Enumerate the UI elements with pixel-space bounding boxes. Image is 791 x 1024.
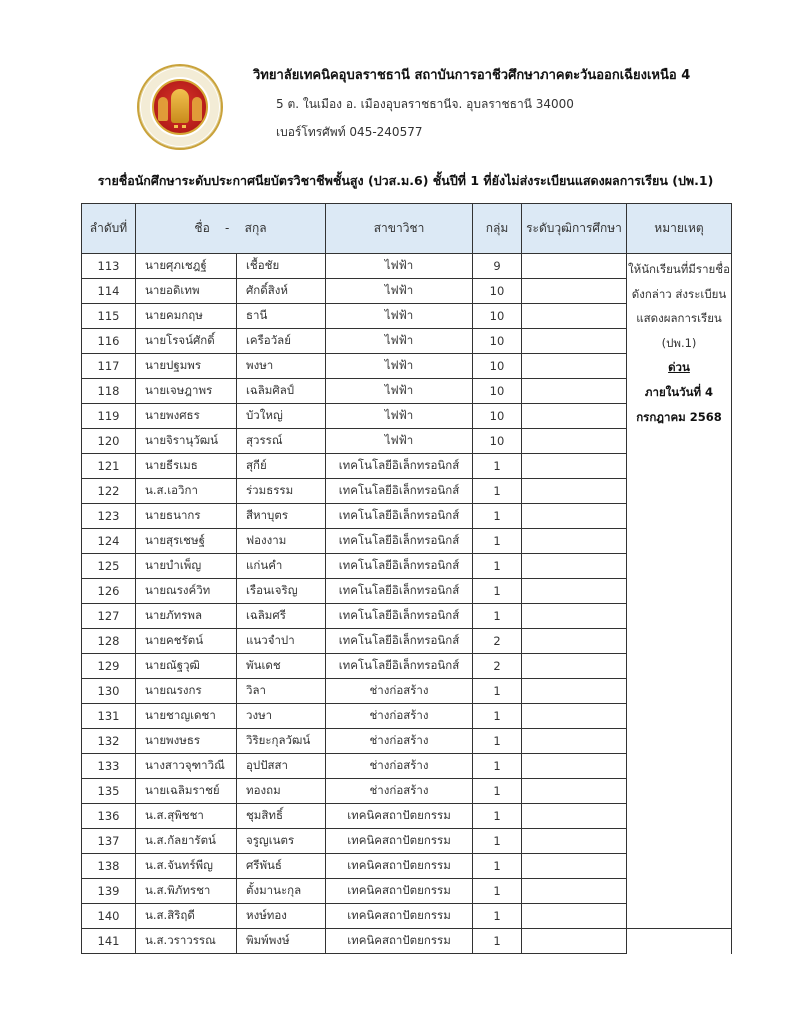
cell-level xyxy=(522,354,627,379)
cell-first-name: นายเจษฎาพร xyxy=(136,379,237,404)
cell-last-name: วงษา xyxy=(237,704,326,729)
cell-group: 9 xyxy=(473,254,522,279)
cell-first-name: นายจิรานุวัฒน์ xyxy=(136,429,237,454)
cell-level xyxy=(522,654,627,679)
college-logo xyxy=(137,64,223,150)
cell-branch: ไฟฟ้า xyxy=(326,404,473,429)
cell-no: 130 xyxy=(82,679,136,704)
cell-branch: ไฟฟ้า xyxy=(326,379,473,404)
table-row xyxy=(82,929,732,954)
cell-no: 138 xyxy=(82,854,136,879)
cell-group: 2 xyxy=(473,654,522,679)
logo-emblem-left xyxy=(158,97,168,121)
cell-last-name: พงษา xyxy=(237,354,326,379)
cell-no: 128 xyxy=(82,629,136,654)
cell-branch: ไฟฟ้า xyxy=(326,279,473,304)
cell-group: 1 xyxy=(473,929,522,954)
remarks-line-4: (ปพ.1) xyxy=(661,335,697,350)
document-title: รายชื่อนักศึกษาระดับประกาศนียบัตรวิชาชีพชั้นสูง (ปวส.ม.6) ชั้นปีที่ 1 ที่ยังไม่ส่งระเบียนแสดงผลการเรียน (ปพ.1) xyxy=(97,173,714,188)
cell-group: 1 xyxy=(473,504,522,529)
column-header-branch: สาขาวิชา xyxy=(326,204,473,254)
cell-branch: เทคโนโลยีอิเล็กทรอนิกส์ xyxy=(326,504,473,529)
cell-last-name: สุกีย์ xyxy=(237,454,326,479)
column-header-no: ลำดับที่ xyxy=(82,204,136,254)
cell-first-name: นายคมกฤษ xyxy=(136,304,237,329)
cell-group: 10 xyxy=(473,279,522,304)
cell-last-name: ศรีพันธ์ xyxy=(237,854,326,879)
cell-first-name: น.ส.จันทร์พีญ xyxy=(136,854,237,879)
cell-branch: เทคนิคสถาปัตยกรรม xyxy=(326,879,473,904)
cell-no: 140 xyxy=(82,904,136,929)
cell-level xyxy=(522,629,627,654)
cell-group: 10 xyxy=(473,429,522,454)
cell-last-name: แก่นคำ xyxy=(237,554,326,579)
cell-first-name: นายณรงกร xyxy=(136,679,237,704)
cell-last-name: ชุมสิทธิ์ xyxy=(237,804,326,829)
cell-group: 1 xyxy=(473,479,522,504)
cell-group: 1 xyxy=(473,554,522,579)
cell-first-name: น.ส.เอวิกา xyxy=(136,479,237,504)
cell-first-name: นายณรงค์วิท xyxy=(136,579,237,604)
cell-first-name: นายณัฐวุฒิ xyxy=(136,654,237,679)
institution-phone: เบอร์โทรศัพท์ 045-240577 xyxy=(276,125,423,139)
cell-first-name: นายพงศธร xyxy=(136,404,237,429)
cell-branch: ไฟฟ้า xyxy=(326,254,473,279)
cell-group: 1 xyxy=(473,754,522,779)
cell-branch: เทคโนโลยีอิเล็กทรอนิกส์ xyxy=(326,454,473,479)
cell-branch: ช่างก่อสร้าง xyxy=(326,754,473,779)
cell-first-name: นายศุภเชฎฐ์ xyxy=(136,254,237,279)
cell-no: 119 xyxy=(82,404,136,429)
cell-group: 1 xyxy=(473,854,522,879)
cell-level xyxy=(522,729,627,754)
remarks-deadline-2: กรกฎาคม 2568 xyxy=(636,409,722,424)
cell-level xyxy=(522,379,627,404)
cell-first-name: นายภัทรพล xyxy=(136,604,237,629)
table-header-row xyxy=(82,204,732,254)
cell-group: 1 xyxy=(473,679,522,704)
cell-no: 136 xyxy=(82,804,136,829)
cell-first-name: นายธีรเมธ xyxy=(136,454,237,479)
cell-remarks-empty xyxy=(627,929,732,954)
cell-branch: ช่างก่อสร้าง xyxy=(326,779,473,804)
cell-first-name: นายเฉลิมราชย์ xyxy=(136,779,237,804)
column-header-level: ระดับวุฒิการศึกษา xyxy=(522,204,627,254)
cell-group: 10 xyxy=(473,404,522,429)
cell-last-name: ตั้งมานะกุล xyxy=(237,879,326,904)
cell-first-name: น.ส.พิภัทรชา xyxy=(136,879,237,904)
cell-level xyxy=(522,404,627,429)
cell-level xyxy=(522,554,627,579)
cell-first-name: น.ส.สุพิชชา xyxy=(136,804,237,829)
cell-branch: ไฟฟ้า xyxy=(326,329,473,354)
cell-group: 10 xyxy=(473,304,522,329)
cell-branch: เทคโนโลยีอิเล็กทรอนิกส์ xyxy=(326,554,473,579)
cell-last-name: จรูญเนตร xyxy=(237,829,326,854)
cell-group: 1 xyxy=(473,904,522,929)
cell-level xyxy=(522,879,627,904)
cell-level xyxy=(522,529,627,554)
cell-level xyxy=(522,329,627,354)
cell-first-name: นายโรจน์ศักดิ์ xyxy=(136,329,237,354)
cell-last-name: แนวจำปา xyxy=(237,629,326,654)
cell-no: 137 xyxy=(82,829,136,854)
cell-branch: ไฟฟ้า xyxy=(326,429,473,454)
cell-no: 118 xyxy=(82,379,136,404)
column-header-group: กลุ่ม xyxy=(473,204,522,254)
cell-branch: เทคนิคสถาปัตยกรรม xyxy=(326,854,473,879)
cell-branch: ไฟฟ้า xyxy=(326,354,473,379)
cell-no: 131 xyxy=(82,704,136,729)
cell-last-name: เครือวัลย์ xyxy=(237,329,326,354)
cell-first-name: นายอดิเทพ xyxy=(136,279,237,304)
cell-no: 113 xyxy=(82,254,136,279)
cell-no: 132 xyxy=(82,729,136,754)
cell-level xyxy=(522,704,627,729)
cell-group: 1 xyxy=(473,529,522,554)
cell-last-name: สีหาบุตร xyxy=(237,504,326,529)
cell-level xyxy=(522,454,627,479)
cell-group: 1 xyxy=(473,704,522,729)
cell-group: 10 xyxy=(473,329,522,354)
logo-emblem-right xyxy=(192,97,202,121)
cell-no: 139 xyxy=(82,879,136,904)
cell-level xyxy=(522,254,627,279)
cell-last-name: ธานี xyxy=(237,304,326,329)
remarks-urgent: ด่วน xyxy=(668,360,690,375)
remarks-deadline-1: ภายในวันที่ 4 xyxy=(644,384,714,399)
cell-last-name: พันเดช xyxy=(237,654,326,679)
cell-branch: เทคโนโลยีอิเล็กทรอนิกส์ xyxy=(326,629,473,654)
cell-level xyxy=(522,829,627,854)
cell-last-name: ร่วมธรรม xyxy=(237,479,326,504)
cell-level xyxy=(522,279,627,304)
cell-group: 10 xyxy=(473,354,522,379)
cell-first-name: นายคชรัตน์ xyxy=(136,629,237,654)
cell-first-name: นายปฐมพร xyxy=(136,354,237,379)
cell-level xyxy=(522,504,627,529)
cell-no: 123 xyxy=(82,504,136,529)
cell-branch: ช่างก่อสร้าง xyxy=(326,679,473,704)
cell-level xyxy=(522,579,627,604)
cell-first-name: น.ส.สิริฤดี xyxy=(136,904,237,929)
cell-last-name: เชื้อชัย xyxy=(237,254,326,279)
cell-last-name: ศักดิ์สิงห์ xyxy=(237,279,326,304)
cell-group: 1 xyxy=(473,829,522,854)
cell-level xyxy=(522,779,627,804)
cell-level xyxy=(522,904,627,929)
cell-branch: ช่างก่อสร้าง xyxy=(326,729,473,754)
remarks-line-3: แสดงผลการเรียน xyxy=(636,311,722,326)
cell-last-name: อุปปัสสา xyxy=(237,754,326,779)
cell-no: 116 xyxy=(82,329,136,354)
logo-emblem-background xyxy=(152,79,208,135)
remarks-line-2: ดังกล่าว ส่งระเบียน xyxy=(631,286,727,301)
cell-group: 2 xyxy=(473,629,522,654)
cell-no: 114 xyxy=(82,279,136,304)
cell-last-name: ทองถม xyxy=(237,779,326,804)
cell-branch: เทคโนโลยีอิเล็กทรอนิกส์ xyxy=(326,604,473,629)
cell-branch: เทคนิคสถาปัตยกรรม xyxy=(326,904,473,929)
cell-group: 10 xyxy=(473,379,522,404)
cell-branch: เทคนิคสถาปัตยกรรม xyxy=(326,929,473,954)
cell-no: 125 xyxy=(82,554,136,579)
logo-emblem-center xyxy=(171,89,189,123)
cell-last-name: วิริยะกุลวัฒน์ xyxy=(237,729,326,754)
cell-first-name: น.ส.วราวรรณ xyxy=(136,929,237,954)
cell-level xyxy=(522,479,627,504)
cell-first-name: นายชาญเดชา xyxy=(136,704,237,729)
cell-group: 1 xyxy=(473,454,522,479)
cell-last-name: หงษ์ทอง xyxy=(237,904,326,929)
cell-group: 1 xyxy=(473,879,522,904)
cell-branch: เทคโนโลยีอิเล็กทรอนิกส์ xyxy=(326,529,473,554)
cell-no: 121 xyxy=(82,454,136,479)
cell-branch: เทคโนโลยีอิเล็กทรอนิกส์ xyxy=(326,479,473,504)
cell-branch: เทคโนโลยีอิเล็กทรอนิกส์ xyxy=(326,579,473,604)
cell-group: 1 xyxy=(473,779,522,804)
cell-remarks xyxy=(627,254,732,929)
cell-level xyxy=(522,804,627,829)
cell-first-name: นายธนากร xyxy=(136,504,237,529)
cell-no: 124 xyxy=(82,529,136,554)
cell-no: 133 xyxy=(82,754,136,779)
cell-level xyxy=(522,679,627,704)
column-header-remarks: หมายเหตุ xyxy=(627,204,732,254)
cell-last-name: วิลา xyxy=(237,679,326,704)
cell-group: 1 xyxy=(473,804,522,829)
cell-last-name: บัวใหญ่ xyxy=(237,404,326,429)
cell-first-name: นายบำเพ็ญ xyxy=(136,554,237,579)
cell-level xyxy=(522,929,627,954)
cell-group: 1 xyxy=(473,729,522,754)
student-table xyxy=(81,203,732,954)
cell-no: 135 xyxy=(82,779,136,804)
cell-first-name: นายพงษธร xyxy=(136,729,237,754)
cell-no: 120 xyxy=(82,429,136,454)
cell-last-name: เรือนเจริญ xyxy=(237,579,326,604)
cell-last-name: เฉลิมศรี xyxy=(237,604,326,629)
cell-group: 1 xyxy=(473,579,522,604)
cell-no: 141 xyxy=(82,929,136,954)
cell-group: 1 xyxy=(473,604,522,629)
column-header-name: ชื่อ - สกุล xyxy=(136,204,326,254)
table-row xyxy=(82,254,732,279)
cell-last-name: เฉลิมศิลป์ xyxy=(237,379,326,404)
cell-no: 126 xyxy=(82,579,136,604)
cell-level xyxy=(522,304,627,329)
cell-no: 115 xyxy=(82,304,136,329)
cell-branch: เทคโนโลยีอิเล็กทรอนิกส์ xyxy=(326,654,473,679)
cell-no: 127 xyxy=(82,604,136,629)
cell-branch: ไฟฟ้า xyxy=(326,304,473,329)
cell-last-name: สุวรรณ์ xyxy=(237,429,326,454)
cell-no: 129 xyxy=(82,654,136,679)
cell-last-name: ฟองงาม xyxy=(237,529,326,554)
institution-address: 5 ต. ในเมือง อ. เมืองอุบลราชธานีจ. อุบลราชธานี 34000 xyxy=(276,97,574,111)
cell-first-name: น.ส.กัลยารัตน์ xyxy=(136,829,237,854)
cell-branch: เทคนิคสถาปัตยกรรม xyxy=(326,829,473,854)
cell-no: 122 xyxy=(82,479,136,504)
remarks-line-1: ให้นักเรียนที่มีรายชื่อ xyxy=(628,262,730,276)
cell-level xyxy=(522,604,627,629)
cell-first-name: นายสุรเชษฐ์ xyxy=(136,529,237,554)
logo-dots xyxy=(174,125,186,128)
table-body xyxy=(82,254,732,954)
institution-name: วิทยาลัยเทคนิคอุบลราชธานี สถาบันการอาชีวศึกษาภาคตะวันออกเฉียงเหนือ 4 xyxy=(253,68,691,83)
cell-level xyxy=(522,754,627,779)
cell-level xyxy=(522,854,627,879)
cell-level xyxy=(522,429,627,454)
cell-first-name: นางสาวจุฑาวิณี xyxy=(136,754,237,779)
cell-branch: เทคนิคสถาปัตยกรรม xyxy=(326,804,473,829)
cell-branch: ช่างก่อสร้าง xyxy=(326,704,473,729)
cell-last-name: พิมพ์พงษ์ xyxy=(237,929,326,954)
cell-no: 117 xyxy=(82,354,136,379)
